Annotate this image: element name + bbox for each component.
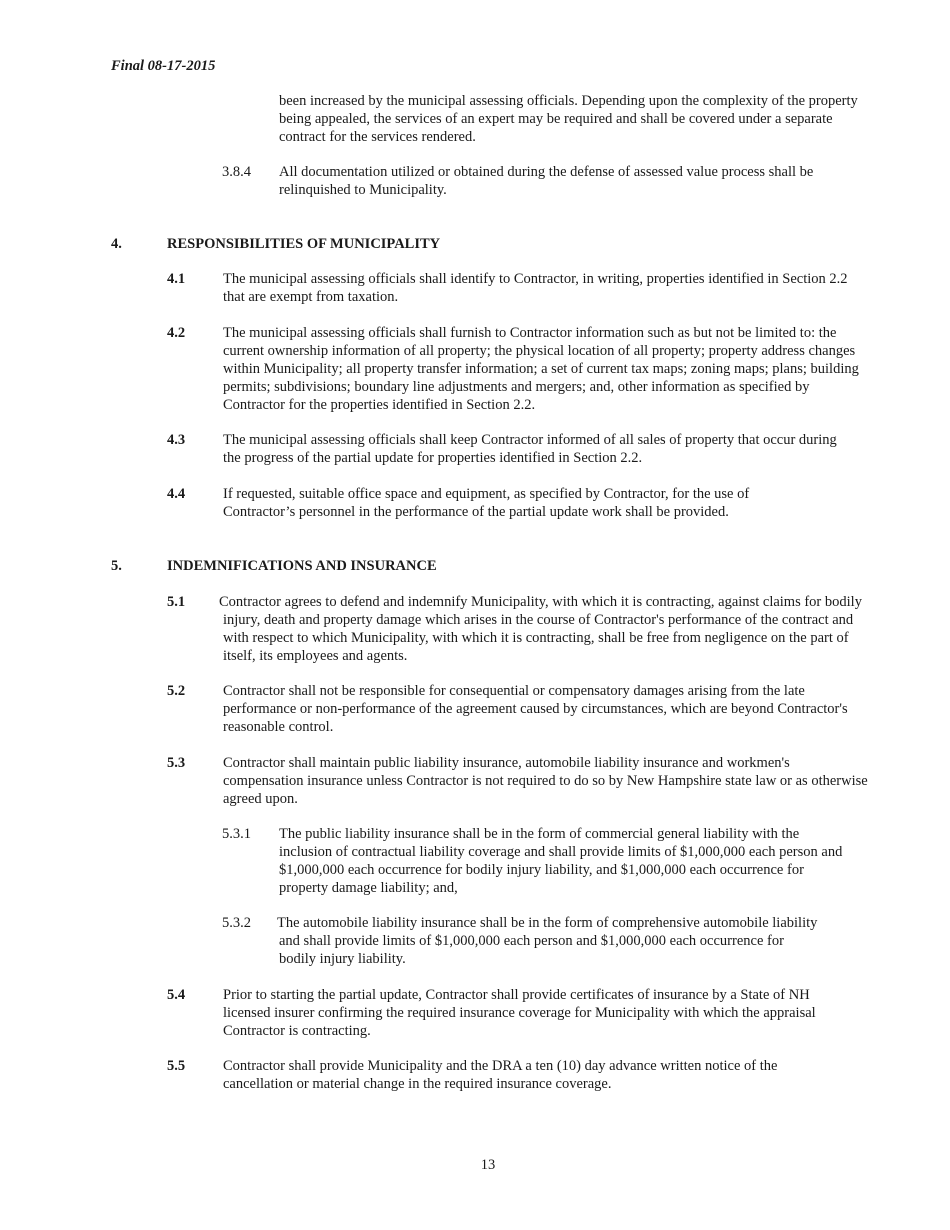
item-text-4-4: If requested, suitable office space and equipment, as specified by Contractor, for the use of Contractor’s personnel in the performance of the partial update work shall be provided. bbox=[223, 486, 750, 520]
item-text-5-4: Prior to starting the partial update, Contractor shall provide certificates of insurance by a State of NH licensed insurer confirming the required insurance coverage for Municipality with which the appraisal Contractor is contracting. bbox=[223, 987, 816, 1039]
page-number: 13 bbox=[480, 1157, 496, 1173]
item-text-5-3-1: The public liability insurance shall be in the form of commercial general liability with the inclusion of contractual liability coverage and shall provide limits of $1,000,000 each person and $1,000,000 each occurrence for bodily injury liability, and $1,000,000 each occurrence for property damage liability; and, bbox=[279, 826, 843, 896]
item-text-3-8-4: All documentation utilized or obtained during the defense of assessed value process shall be relinquished to Municipality. bbox=[279, 164, 814, 198]
item-text-5-3: Contractor shall maintain public liability insurance, automobile liability insurance and workmen's compensation insurance unless Contractor is not required to do so by New Hampshire state law or as otherwise agreed upon. bbox=[223, 755, 868, 807]
continued-paragraph: been increased by the municipal assessing officials. Depending upon the complexity of the property being appealed, the services of an expert may be required and shall be covered under a separate contract for the services rendered. bbox=[279, 93, 858, 145]
document-version-label: Final 08-17-2015 bbox=[111, 58, 216, 74]
item-text-5-2: Contractor shall not be responsible for consequential or compensatory damages arising from the late performance or non-performance of the agreement caused by circumstances, which are beyond Contractor's reasonable control. bbox=[223, 683, 848, 735]
item-text-4-1: The municipal assessing officials shall identify to Contractor, in writing, properties identified in Section 2.2 that are exempt from taxation. bbox=[223, 271, 848, 305]
item-number-5-3-2: 5.3.2 bbox=[222, 915, 251, 931]
item-text-4-3: The municipal assessing officials shall keep Contractor informed of all sales of property that occur during the progress of the partial update for properties identified in Section 2.2. bbox=[223, 432, 837, 466]
item-number-5-2: 5.2 bbox=[167, 683, 186, 699]
section-4-title: RESPONSIBILITIES OF MUNICIPALITY bbox=[167, 236, 441, 252]
item-number-3-8-4: 3.8.4 bbox=[222, 164, 251, 180]
item-number-5-1: 5.1 bbox=[167, 594, 186, 610]
item-text-5-3-2: The automobile liability insurance shall be in the form of comprehensive automobile liability and shall provide limits of $1,000,000 each person and $1,000,000 each occurrence for bodily injury liability. bbox=[277, 915, 818, 967]
section-5-number: 5. bbox=[111, 558, 122, 574]
item-number-4-2: 4.2 bbox=[167, 325, 186, 341]
section-4-number: 4. bbox=[111, 236, 122, 252]
item-number-5-3-1: 5.3.1 bbox=[222, 826, 251, 842]
item-number-4-3: 4.3 bbox=[167, 432, 186, 448]
item-number-5-3: 5.3 bbox=[167, 755, 186, 771]
item-text-5-1: Contractor agrees to defend and indemnify Municipality, with which it is contracting, against claims for bodily injury, death and property damage which arises in the course of Contractor's performance of the contract and with respect to which Municipality, with which it is contracting, shall be free from negligence on the part of itself, its employees and agents. bbox=[219, 594, 862, 664]
item-text-4-2: The municipal assessing officials shall furnish to Contractor information such as but not be limited to: the current ownership information of all property; the physical location of all property; property address changes within Municipality; all property transfer information; a set of current tax maps; zoning maps; plans; building permits; subdivisions; boundary line adjustments and mergers; and, other information as specified by Contractor for the properties identified in Section 2.2. bbox=[223, 325, 859, 413]
item-number-4-1: 4.1 bbox=[167, 271, 186, 287]
item-text-5-5: Contractor shall provide Municipality and the DRA a ten (10) day advance written notice of the cancellation or material change in the required insurance coverage. bbox=[223, 1058, 778, 1092]
section-5-title: INDEMNIFICATIONS AND INSURANCE bbox=[167, 558, 437, 574]
item-number-4-4: 4.4 bbox=[167, 486, 186, 502]
item-number-5-5: 5.5 bbox=[167, 1058, 186, 1074]
item-number-5-4: 5.4 bbox=[167, 987, 186, 1003]
